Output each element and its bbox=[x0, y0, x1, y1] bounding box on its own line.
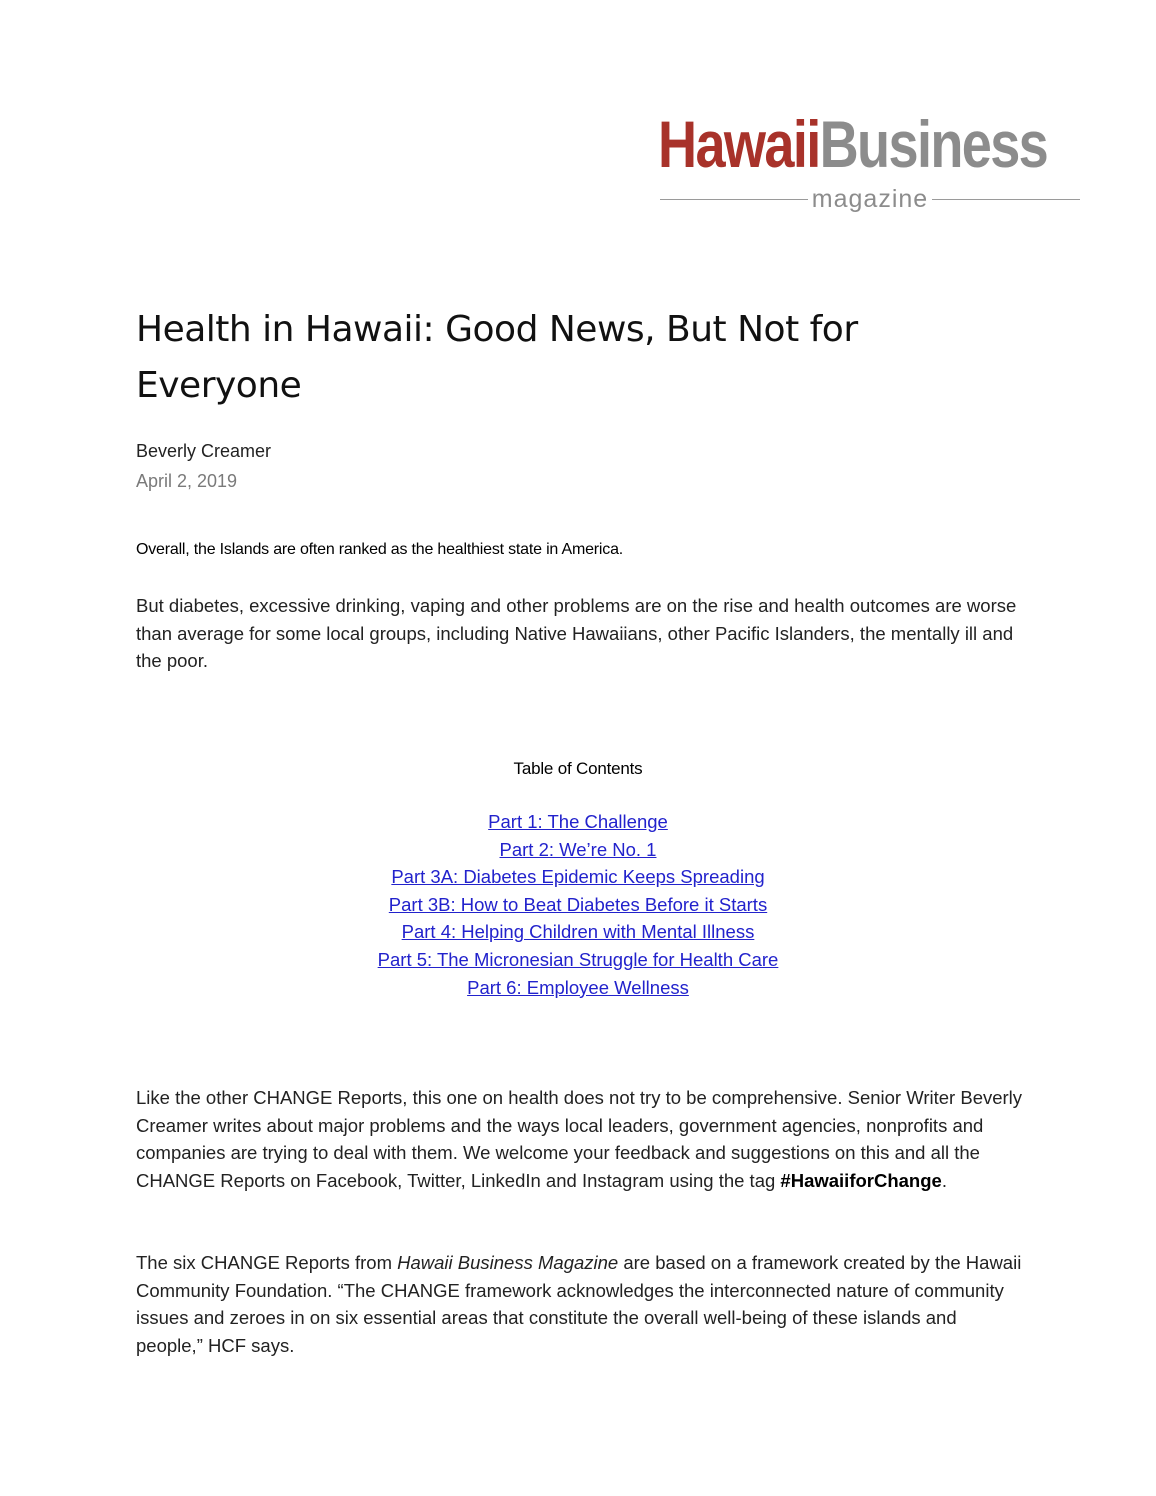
toc-link-part-2[interactable]: Part 2: We’re No. 1 bbox=[499, 838, 657, 860]
change-paragraph-text: Like the other CHANGE Reports, this one on health does not try to be comprehensive. Senior Writer Beverly Creamer writes about major problems and the ways local leaders, government agencies, nonprofits and companies are trying to deal with them. We welcome your feedback and suggestions on this and all the CHANGE Reports on Facebook, Twitter, LinkedIn and Instagram using the tag bbox=[136, 1087, 1023, 1191]
toc-item bbox=[278, 836, 878, 864]
change-paragraph-end: . bbox=[941, 1169, 947, 1191]
toc-link-part-6[interactable]: Part 6: Employee Wellness bbox=[467, 976, 689, 998]
logo-rule-left bbox=[660, 199, 808, 200]
logo-hawaii-text: Hawaii bbox=[658, 107, 820, 181]
hawaii-business-logo bbox=[652, 104, 1084, 214]
toc-link-part-4[interactable]: Part 4: Helping Children with Mental Illness bbox=[401, 921, 755, 943]
logo-subtitle-row bbox=[660, 184, 1080, 214]
toc-item bbox=[278, 974, 878, 1002]
toc-heading: Table of Contents bbox=[513, 759, 643, 778]
hashtag-hawaiiforchange: #HawaiiforChange bbox=[780, 1169, 942, 1191]
toc-item bbox=[278, 808, 878, 836]
article-author: Beverly Creamer bbox=[136, 441, 272, 461]
toc-list bbox=[278, 808, 878, 1001]
logo-wordmark bbox=[658, 104, 1047, 184]
toc-link-part-1[interactable]: Part 1: The Challenge bbox=[488, 811, 668, 832]
logo-rule-right bbox=[932, 199, 1080, 200]
toc-item bbox=[278, 891, 878, 919]
toc-link-part-3a[interactable]: Part 3A: Diabetes Epidemic Keeps Spreading bbox=[391, 866, 765, 888]
toc-item bbox=[278, 863, 878, 891]
table-of-contents bbox=[278, 756, 878, 1001]
publication-name: Hawaii Business Magazine bbox=[397, 1252, 619, 1273]
change-reports-paragraph bbox=[136, 1084, 1026, 1194]
toc-link-part-5[interactable]: Part 5: The Micronesian Struggle for Health Care bbox=[377, 948, 779, 970]
logo-magazine-text: magazine bbox=[811, 185, 929, 213]
logo-business-text: Business bbox=[819, 107, 1048, 181]
article-lede: Overall, the Islands are often ranked as the healthiest state in America. bbox=[136, 541, 624, 558]
toc-link-part-3b[interactable]: Part 3B: How to Beat Diabetes Before it Starts bbox=[388, 893, 768, 915]
framework-paragraph-start: The six CHANGE Reports from bbox=[136, 1252, 398, 1273]
intro-paragraph: But diabetes, excessive drinking, vaping and other problems are on the rise and health outcomes are worse than average for some local groups, including Native Hawaiians, other Pacific Islanders, the mentally ill and the poor. bbox=[136, 595, 1017, 671]
toc-item bbox=[278, 918, 878, 946]
article-date: April 2, 2019 bbox=[136, 471, 238, 491]
framework-paragraph-rest: are based on a framework created by the Hawaii Community Foundation. “The CHANGE framework acknowledges the interconnected nature of community issues and zeroes in on six essential areas that constitute the overall well-being of these islands and people,” HCF says. bbox=[136, 1252, 1022, 1356]
toc-item bbox=[278, 946, 878, 974]
article-title: Health in Hawaii: Good News, But Not for Everyone bbox=[136, 309, 858, 406]
framework-paragraph bbox=[136, 1249, 1026, 1359]
